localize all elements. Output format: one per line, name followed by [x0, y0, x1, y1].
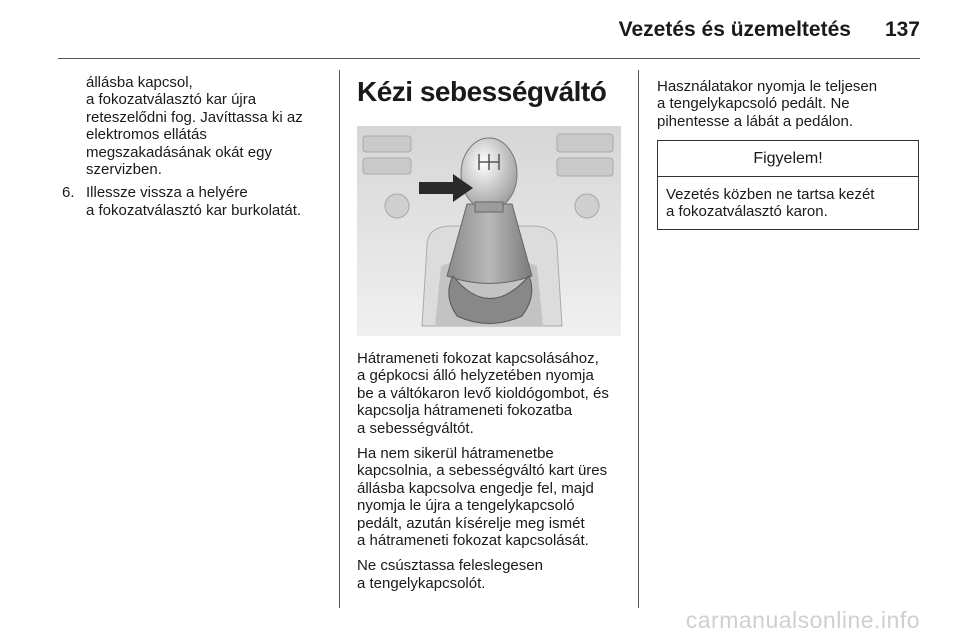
text-line: a tengelykapcsoló pedált. Ne — [657, 95, 850, 113]
gear-shift-lever-illustration — [357, 126, 621, 336]
step-text — [86, 184, 324, 219]
page-header — [619, 18, 920, 50]
section-title: Kézi sebességváltó — [357, 76, 607, 107]
notice-title: Figyelem! — [658, 141, 918, 176]
column-1 — [62, 74, 324, 219]
text-line: Ne csúsztassa feleslegesen — [357, 557, 543, 575]
text-line: reteszelődni fog. Javíttassa ki az — [86, 108, 303, 126]
text-line: a tengelykapcsolót. — [357, 574, 486, 592]
column-divider-1 — [339, 70, 340, 608]
text-line: a fokozatválasztó kar újra — [86, 91, 257, 109]
step-number: 6. — [62, 184, 75, 202]
text-line: kapcsolja hátrameneti fokozatba — [357, 402, 573, 420]
header-title: Vezetés és üzemeltetés — [618, 18, 851, 41]
text-line: szervizben. — [86, 161, 162, 179]
paragraph-retry — [357, 445, 623, 549]
text-line: a fokozatválasztó karon. — [666, 203, 828, 221]
paragraph-clutch — [357, 557, 623, 592]
text-line: Hátrameneti fokozat kapcsolásához, — [357, 350, 599, 367]
notice-text — [658, 177, 918, 230]
notice-box — [657, 140, 919, 230]
text-line: a fokozatválasztó kar burkolatát. — [86, 201, 302, 219]
text-line: elektromos ellátás — [86, 126, 207, 144]
column-3 — [657, 78, 919, 230]
text-line: a sebességváltót. — [357, 419, 474, 437]
paragraph-reverse-gear — [357, 350, 623, 437]
text-line: megszakadásának okát egy — [86, 143, 272, 161]
page-number: 137 — [884, 18, 920, 41]
text-line: Illessze vissza a helyére — [86, 184, 248, 202]
continued-step-text — [62, 74, 324, 178]
text-line: Vezetés közben ne tartsa kezét — [666, 185, 875, 203]
text-line: be a váltókaron levő kioldógombot, és — [357, 384, 609, 402]
text-line: nyomja le újra a tengelykapcsoló — [357, 497, 575, 515]
text-line: pedált, azután kísérelje meg ismét — [357, 514, 585, 532]
column-divider-2 — [638, 70, 639, 608]
header-rule — [58, 58, 920, 59]
text-line: a hátrameneti fokozat kapcsolását. — [357, 532, 589, 550]
text-line: a gépkocsi álló helyzetében nyomja — [357, 367, 594, 385]
text-line: pihentesse a lábát a pedálon. — [657, 112, 853, 130]
step-6 — [62, 184, 324, 219]
text-line: kapcsolnia, a sebességváltó kart üres — [357, 462, 608, 480]
text-line: állásba kapcsolva engedje fel, majd — [357, 479, 594, 497]
text-line: Használatakor nyomja le teljesen — [657, 78, 878, 95]
text-line: állásba kapcsol, — [86, 74, 193, 91]
text-line: Ha nem sikerül hátramenetbe — [357, 445, 554, 463]
paragraph-clutch-usage — [657, 78, 919, 130]
column-2 — [357, 76, 623, 600]
watermark: carmanualsonline.info — [685, 607, 920, 633]
